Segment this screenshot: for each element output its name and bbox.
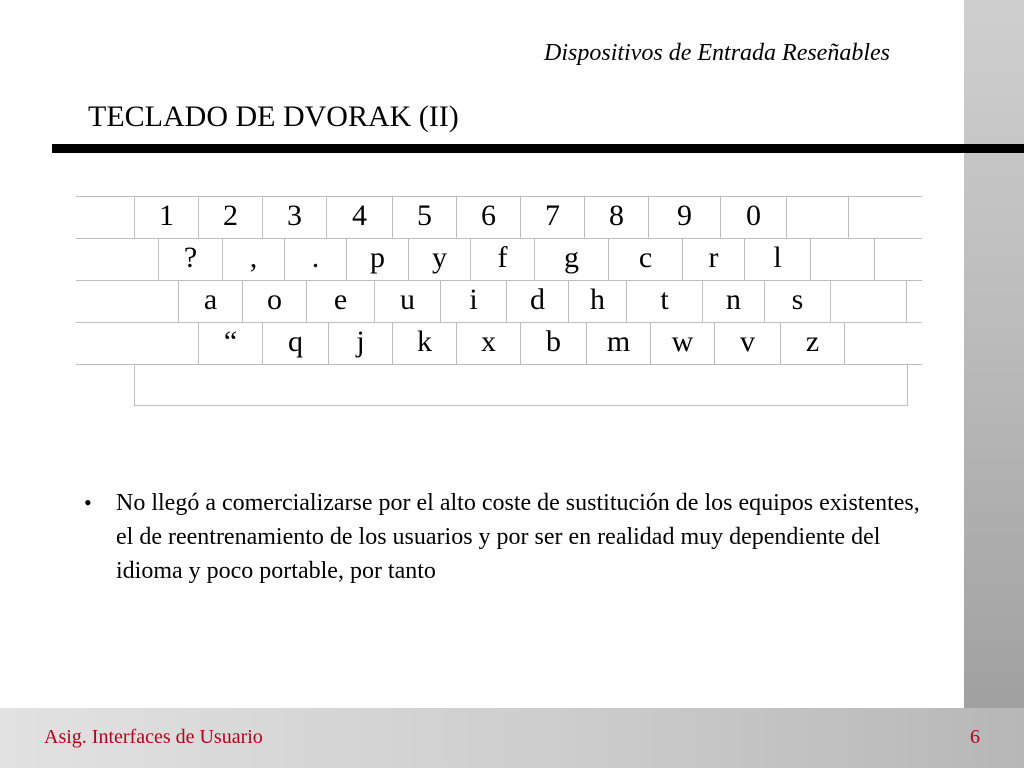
keyboard-key: 9 [648, 196, 720, 238]
keyboard-key: m [586, 322, 650, 364]
keyboard-key: 8 [584, 196, 648, 238]
keyboard-key: p [346, 238, 408, 280]
keyboard-key: z [780, 322, 844, 364]
keyboard-key: c [608, 238, 682, 280]
keyboard-key: 1 [134, 196, 198, 238]
keyboard-key: i [440, 280, 506, 322]
bullet-text: No llegó a comercializarse por el alto coste de sustitución de los equipos existentes, el de reentrenamiento de los usuarios y por ser en realidad muy dependiente del idioma y poco portable, por tanto [116, 490, 920, 584]
keyboard-row-line [76, 364, 922, 365]
keyboard-key: 6 [456, 196, 520, 238]
keyboard-key: b [520, 322, 586, 364]
keyboard-key: w [650, 322, 714, 364]
keyboard-key [848, 196, 910, 238]
keyboard-key: . [284, 238, 346, 280]
keyboard-key [786, 196, 848, 238]
keyboard-key: x [456, 322, 520, 364]
keyboard-key [906, 280, 920, 322]
footer-course-name: Asig. Interfaces de Usuario [44, 726, 263, 748]
keyboard-key: “ [198, 322, 262, 364]
keyboard-key: 3 [262, 196, 326, 238]
keyboard-key: s [764, 280, 830, 322]
keyboard-key: ? [158, 238, 222, 280]
keyboard-key: q [262, 322, 328, 364]
keyboard-key: 2 [198, 196, 262, 238]
keyboard-key: f [470, 238, 534, 280]
bullet-dot-icon: • [84, 490, 92, 515]
keyboard-key: 5 [392, 196, 456, 238]
keyboard-key [810, 238, 874, 280]
keyboard-key: y [408, 238, 470, 280]
keyboard-key: 4 [326, 196, 392, 238]
keyboard-key: v [714, 322, 780, 364]
side-decoration-band [964, 0, 1024, 768]
keyboard-key: l [744, 238, 810, 280]
keyboard-key [830, 280, 906, 322]
slide-topic: Dispositivos de Entrada Reseñables [544, 40, 890, 66]
title-rule [52, 144, 1024, 153]
keyboard-key: r [682, 238, 744, 280]
keyboard-key: e [306, 280, 374, 322]
space-bar-key [134, 364, 908, 406]
footer-page-number: 6 [970, 726, 980, 748]
keyboard-key: j [328, 322, 392, 364]
keyboard-key: t [626, 280, 702, 322]
keyboard-key: d [506, 280, 568, 322]
keyboard-key [844, 322, 920, 364]
keyboard-key: 7 [520, 196, 584, 238]
keyboard-key: h [568, 280, 626, 322]
slide-title: TECLADO DE DVORAK (II) [88, 100, 459, 133]
keyboard-key: k [392, 322, 456, 364]
keyboard-key: a [178, 280, 242, 322]
keyboard-key: o [242, 280, 306, 322]
keyboard-key: 0 [720, 196, 786, 238]
keyboard-key: g [534, 238, 608, 280]
keyboard-key: , [222, 238, 284, 280]
keyboard-key [874, 238, 920, 280]
keyboard-key: n [702, 280, 764, 322]
keyboard-key: u [374, 280, 440, 322]
